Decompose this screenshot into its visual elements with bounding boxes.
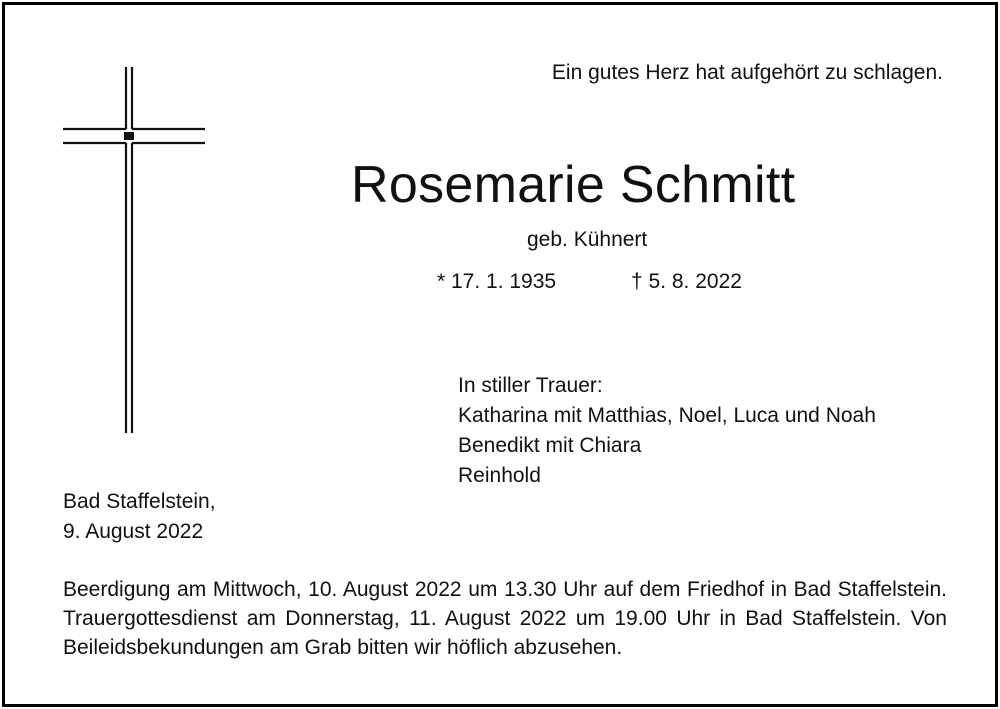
mourner-line: Benedikt mit Chiara <box>458 434 642 457</box>
deceased-name: Rosemarie Schmitt <box>351 156 796 214</box>
place-date-block <box>63 487 216 547</box>
death-date: † 5. 8. 2022 <box>631 270 742 293</box>
place-text: Bad Staffelstein, <box>63 490 216 513</box>
mourner-line: Reinhold <box>458 464 541 487</box>
funeral-notice: Beerdigung am Mittwoch, 10. August 2022 um 13.30 Uhr auf dem Friedhof in Bad Staffelstein. Trauergottesdienst am Donnerstag, 11. August 2022 um 19.00 Uhr in Bad Staffelstein. Von Beileidsbekundungen am Grab bitten wir höflich abzusehen. <box>63 578 947 659</box>
mourners-heading: In stiller Trauer: <box>458 374 603 397</box>
cross-icon <box>63 67 207 433</box>
obituary-frame <box>2 2 998 707</box>
mourner-line: Katharina mit Matthias, Noel, Luca und Noah <box>458 404 876 427</box>
mourners-block <box>458 371 876 491</box>
date-text: 9. August 2022 <box>63 520 204 543</box>
maiden-name: geb. Kühnert <box>527 228 648 251</box>
birth-date: * 17. 1. 1935 <box>437 270 557 293</box>
motto-text: Ein gutes Herz hat aufgehört zu schlagen. <box>551 61 943 84</box>
